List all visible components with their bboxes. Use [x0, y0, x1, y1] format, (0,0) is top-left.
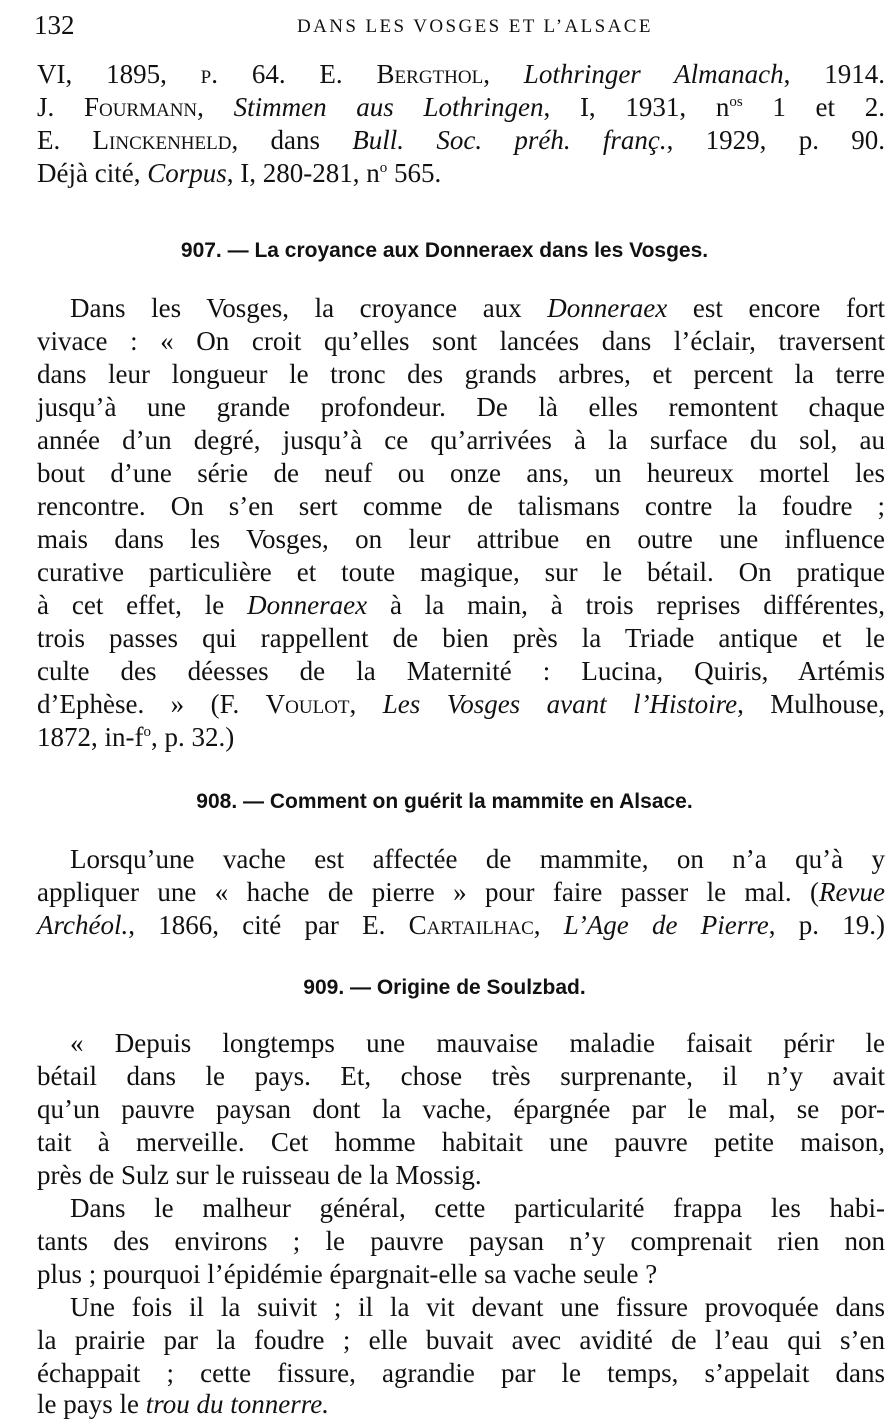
section-heading-909: 909. — Origine de Soulzbad.: [303, 976, 586, 999]
section-heading-907: 907. — La croyance aux Donneraex dans les Vosges.: [180, 239, 709, 262]
paragraph-line: la prairie par la foudre ; elle buvait avec avidité de l’eau qui s’en: [37, 1325, 885, 1355]
paragraph-line: tants des environs ; le pauvre paysan n’y comprenait rien non: [37, 1226, 885, 1256]
paragraph-line: près de Sulz sur le ruisseau de la Mossig.: [37, 1160, 482, 1190]
paragraph-line: rencontre. On s’en sert comme de talismans contre la foudre ;: [37, 491, 885, 521]
paragraph-line: qu’un pauvre paysan dont la vache, épargnée par le mal, se por-: [37, 1094, 885, 1124]
paragraph-line: Une fois il la suivit ; il la vit devant une fissure provoquée dans: [70, 1292, 885, 1322]
reference-line: J. Fourmann, Stimmen aus Lothringen, I, 1931, $n^{os}$ 1 et 2.: [37, 92, 885, 122]
paragraph-line: curative particulière et toute magique, sur le bétail. On pratique: [37, 557, 885, 587]
paragraph-line: « Depuis longtemps une mauvaise maladie faisait périr le: [70, 1028, 885, 1058]
paragraph-line: mais dans les Vosges, on leur attribue en outre une influence: [37, 524, 885, 554]
paragraph-line: jusqu’à une grande profondeur. De là elles remontent chaque: [37, 392, 885, 422]
section-heading-908: 908. — Comment on guérit la mammite en Alsace.: [196, 790, 693, 813]
paragraph-line: plus ; pourquoi l’épidémie épargnait-elle sa vache seule ?: [37, 1259, 658, 1289]
paragraph-line: bout d’une série de neuf ou onze ans, un heureux mortel les: [37, 458, 885, 488]
reference-line: E. Linckenheld, dans Bull. Soc. préh. franç., 1929, p. 90.: [37, 125, 886, 155]
paragraph-line: tait à merveille. Cet homme habitait une pauvre petite maison,: [37, 1127, 885, 1157]
paragraph-line: appliquer une « hache de pierre » pour faire passer le mal. (Revue: [37, 877, 885, 907]
paragraph-line: à cet effet, le Donneraex à la main, à trois reprises différentes,: [37, 590, 886, 620]
paragraph-line: Archéol., 1866, cité par E. Cartailhac, L’Age de Pierre, p. 19.): [37, 910, 885, 940]
paragraph-line: dans leur longueur le tronc des grands arbres, et percent la terre: [37, 359, 885, 389]
running-title: DANS LES VOSGES ET L’ALSACE: [297, 16, 653, 37]
paragraph-line: culte des déesses de la Maternité : Lucina, Quiris, Artémis: [37, 656, 885, 686]
paragraph-line: Lorsqu’une vache est affectée de mammite, on n’a qu’à y: [70, 844, 885, 874]
paragraph-line: Dans le malheur général, cette particularité frappa les habi-: [70, 1193, 885, 1223]
page-number: 132: [34, 10, 75, 40]
paragraph-line: Dans les Vosges, la croyance aux Donneraex est encore fort: [70, 293, 885, 323]
paragraph-line: année d’un degré, jusqu’à ce qu’arrivées à la surface du sol, au: [37, 425, 885, 455]
reference-line: VI, 1895, p. 64. E. Bergthol, Lothringer Almanach, 1914.: [37, 59, 885, 89]
paragraph-line: le pays le trou du tonnerre.: [37, 1389, 329, 1419]
reference-line: Déjà cité, Corpus, I, 280-281, $n^o$ 565.: [37, 158, 442, 188]
paragraph-line: bétail dans le pays. Et, chose très surprenante, il n’y avait: [37, 1061, 885, 1091]
paragraph-line: vivace : « On croit qu’elles sont lancées dans l’éclair, traversent: [37, 326, 885, 356]
paragraph-line: d’Ephèse. » (F. Voulot, Les Vosges avant l’Histoire, Mulhouse,: [37, 689, 886, 719]
paragraph-line: 1872, $in-f^o$, p. 32.): [37, 722, 235, 752]
paragraph-line: échappait ; cette fissure, agrandie par le temps, s’appelait dans: [37, 1358, 885, 1388]
paragraph-line: trois passes qui rappellent de bien près la Triade antique et le: [37, 623, 885, 653]
page-header: [34, 10, 881, 40]
